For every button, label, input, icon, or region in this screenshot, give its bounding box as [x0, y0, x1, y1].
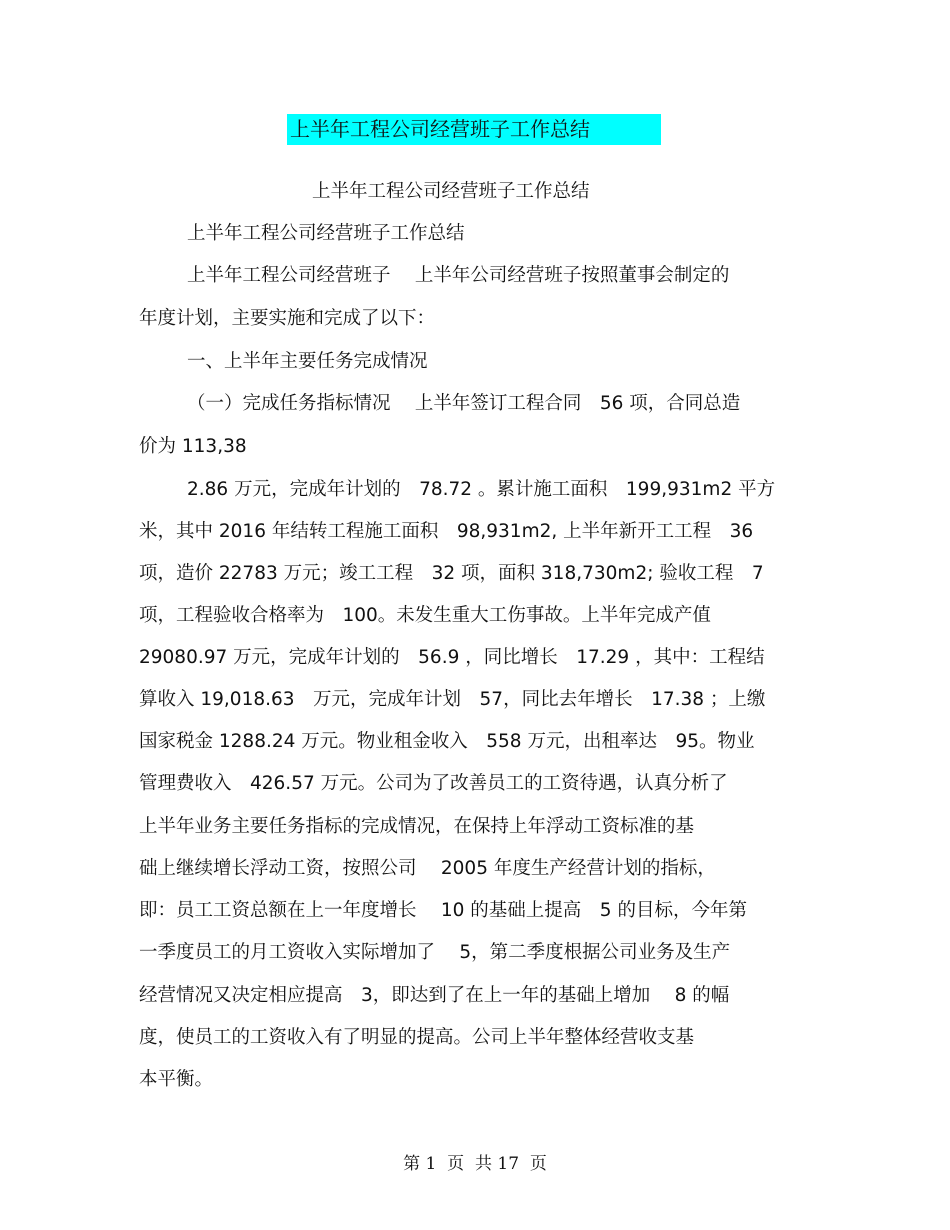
body-line: 度，使员工的工资收入有了明显的提高。公司上半年整体经营收支基	[139, 1027, 695, 1048]
document-title: 上半年工程公司经营班子工作总结	[287, 114, 661, 145]
body-line: 年度计划，主要实施和完成了以下：	[139, 308, 436, 329]
body-line: 项，造价 22783 万元；竣工工程 32 项，面积 318,730m2; 验收工程 7	[139, 563, 764, 584]
section-heading: 一、上半年主要任务完成情况	[187, 351, 428, 372]
body-line: 2.86 万元，完成年计划的 78.72 。累计施工面积 199,931m2 平方	[187, 479, 776, 500]
body-line: 上半年工程公司经营班子 上半年公司经营班子按照董事会制定的	[187, 265, 730, 286]
body-line: 价为 113,38	[139, 436, 247, 457]
body-line: 础上继续增长浮动工资，按照公司 2005 年度生产经营计划的指标，	[139, 858, 716, 879]
heading-repeat: 上半年工程公司经营班子工作总结	[187, 223, 465, 244]
body-line: 米，其中 2016 年结转工程施工面积 98,931m2, 上半年新开工工程 36	[139, 521, 754, 542]
body-line: 项，工程验收合格率为 100。未发生重大工伤事故。上半年完成产值	[139, 605, 711, 626]
body-line: 29080.97 万元，完成年计划的 56.9 ，同比增长 17.29 ，其中：工程结	[139, 647, 765, 668]
body-line: 一季度员工的月工资收入实际增加了 5，第二季度根据公司业务及生产	[139, 942, 731, 963]
body-line: 管理费收入 426.57 万元。公司为了改善员工的工资待遇，认真分析了	[139, 773, 728, 794]
body-line: 算收入 19,018.63 万元，完成年计划 57，同比去年增长 17.38 ；上缴	[139, 689, 766, 710]
body-line: 本平衡。	[139, 1069, 214, 1090]
body-line: 上半年业务主要任务指标的完成情况，在保持上年浮动工资标准的基	[139, 816, 695, 837]
body-line: 经营情况又决定相应提高 3，即达到了在上一年的基础上增加 8 的幅	[139, 985, 730, 1006]
document-subtitle: 上半年工程公司经营班子工作总结	[312, 181, 590, 202]
body-line: 国家税金 1288.24 万元。物业租金收入 558 万元，出租率达 95。物业	[139, 731, 755, 752]
page-footer: 第 1 页 共 17 页	[403, 1154, 547, 1174]
body-line: 即：员工工资总额在上一年度增长 10 的基础上提高 5 的目标，今年第	[139, 900, 747, 921]
subsection-line: （一）完成任务指标情况 上半年签订工程合同 56 项，合同总造	[187, 393, 741, 414]
